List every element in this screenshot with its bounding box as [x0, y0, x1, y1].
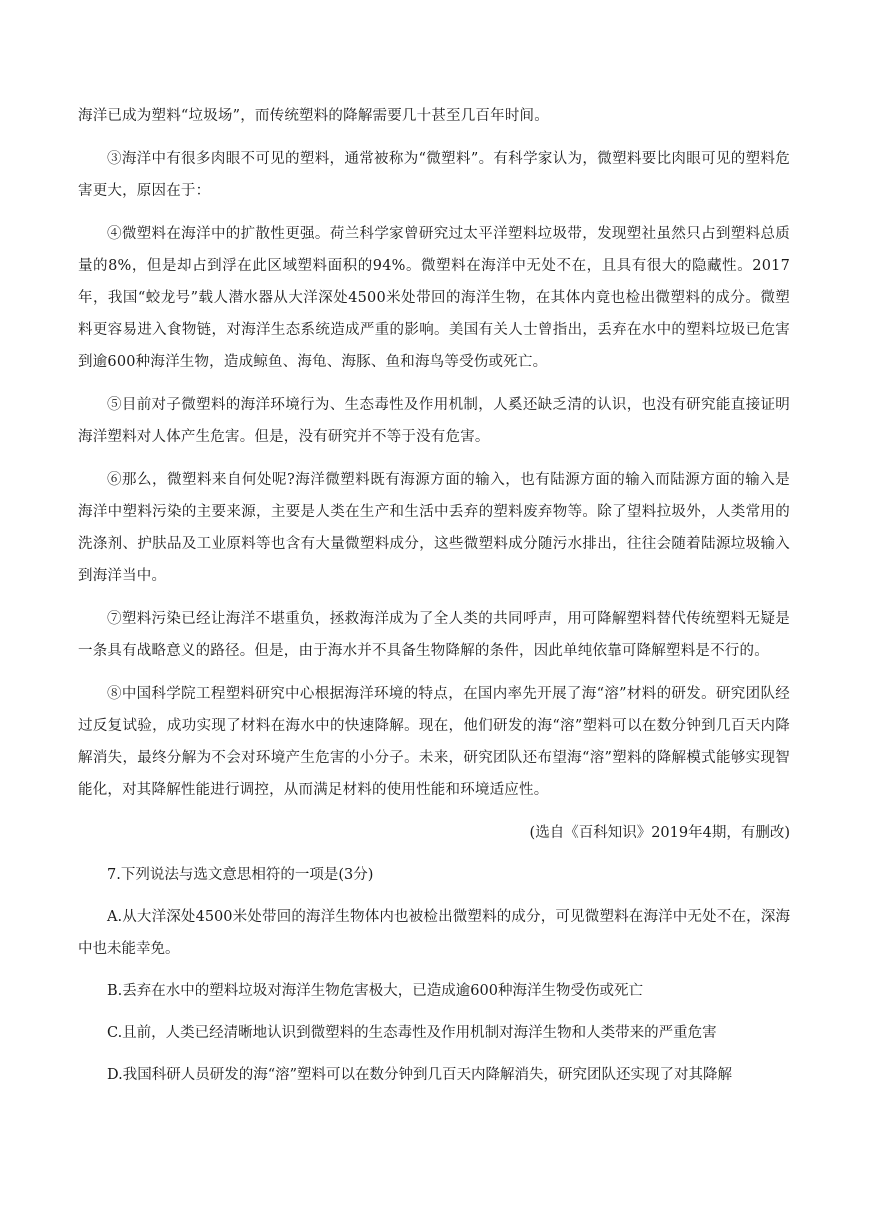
- document-page: [78, 100, 790, 1101]
- paragraph-continued: 海洋已成为塑料“垃圾场”，而传统塑料的降解需要几十甚至几百年时间。: [78, 108, 549, 124]
- option-a: A.从大洋深处4500米处带回的海洋生物体内也被检出微塑料的成分，可见微塑料在海洋中无处不在，深海中也未能幸免。: [78, 909, 790, 957]
- option-c: C.且前，人类已经清晰地认识到微塑料的生态毒性及作用机制对海洋生物和人类带来的严重危害: [107, 1025, 717, 1041]
- question-7-stem: 7.下列说法与选文意思相符的一项是(3分): [107, 867, 374, 883]
- source-citation: (选自《百科知识》2019年4期，有删改): [529, 825, 790, 841]
- paragraph-6: ⑥那么，微塑料来自何处呢?海洋微塑料既有海源方面的输入，也有陆源方面的输入而陆源方面的输入是海洋中塑料污染的主要来源，主要是人类在生产和生活中丢弃的塑料废弃物等。除了望料拉圾外，人类常用的洗涤剂、护肤品及工业原料等也含有大量微塑料成分，这些微塑料成分随污水排出，往往会随着陆源垃圾输入到海洋当中。: [78, 472, 790, 584]
- paragraph-3: ③海洋中有很多肉眼不可见的塑料，通常被称为“微塑料”。有科学家认为，微塑料要比肉眼可见的塑料危害更大，原因在于：: [78, 151, 790, 199]
- paragraph-7: ⑦塑料污染已经让海洋不堪重负，拯救海洋成为了全人类的共同呼声，用可降解塑料替代传统塑料无疑是一条具有战略意义的路径。但是，由于海水并不具备生物降解的条件，因此单纯依靠可降解塑料是不行的。: [78, 611, 790, 659]
- option-b: B.丢弃在水中的塑料垃圾对海洋生物危害极大，已造成逾600种海洋生物受伤或死亡: [107, 983, 643, 999]
- paragraph-5: ⑤目前对子微塑料的海洋环境行为、生态毒性及作用机制，人奚还缺乏清的认识，也没有研究能直接证明海洋塑料对人体产生危害。但是，没有研究并不等于没有危害。: [78, 397, 790, 445]
- paragraph-4: ④微塑料在海洋中的扩散性更强。荷兰科学家曾研究过太平洋塑料垃圾带，发现塑社虽然只占到塑料总质量的8%，但是却占到浮在此区域塑料面积的94%。微塑料在海洋中无处不在，且具有很大的隐藏性。2017年，我国“蛟龙号”载人潜水器从大洋深处4500米处带回的海洋生物，在其体内竟也检出微塑料的成分。微塑料更容易进入食物链，对海洋生态系统造成严重的影响。美国有关人士曾指出，丢弃在水中的塑料垃圾已危害到逾600种海洋生物，造成鲸鱼、海龟、海豚、鱼和海鸟等受伤或死亡。: [78, 226, 790, 370]
- option-d: D.我国科研人员研发的海“溶”塑料可以在数分钟到几百天内降解消失，研究团队还实现了对其降解: [107, 1067, 733, 1083]
- paragraph-8: ⑧中国科学院工程塑料研究中心根据海洋环境的特点，在国内率先开展了海“溶”材料的研发。研究团队经过反复试验，成功实现了材料在海水中的快速降解。现在，他们研发的海“溶”塑料可以在数分钟到几百天内降解消失，最终分解为不会对环境产生危害的小分子。未来，研究团队还布望海“溶”塑料的降解模式能够实现智能化，对其降解性能进行调控，从而满足材料的使用性能和环境适应性。: [78, 686, 790, 798]
